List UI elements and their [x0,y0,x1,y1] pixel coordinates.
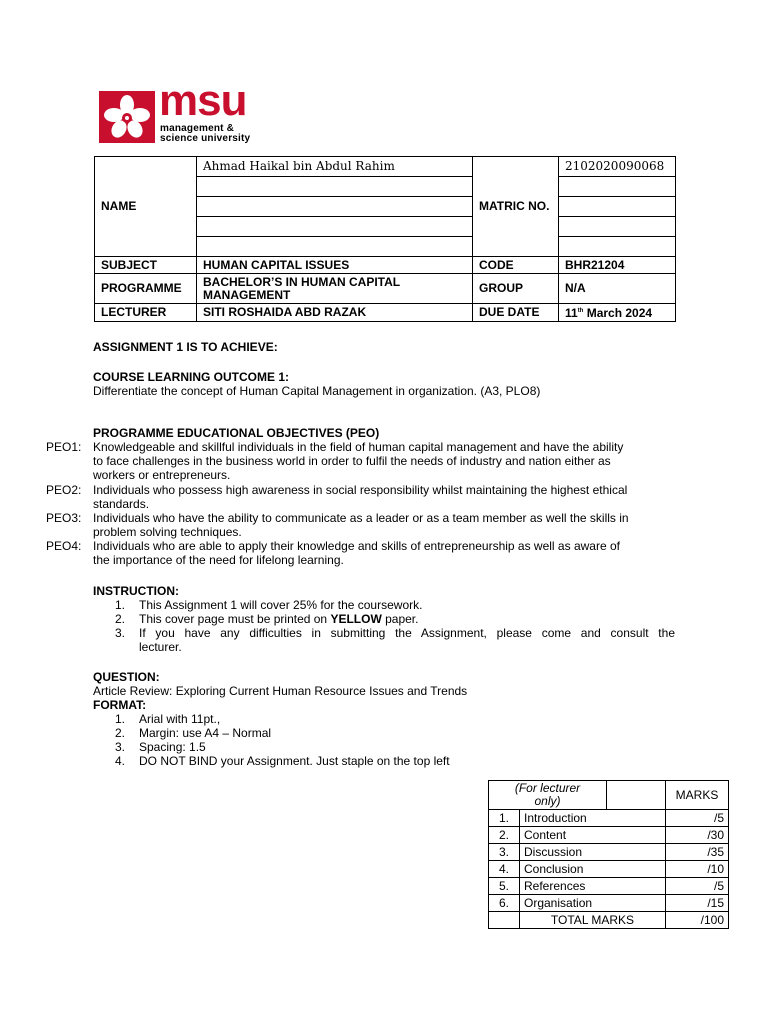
criteria-mark[interactable]: /10 [666,861,729,878]
criteria-number: 6. [489,895,520,912]
lecturer-only-note: (For lecturer only) [489,781,607,810]
matric-field-4[interactable] [559,217,676,237]
criteria-mark[interactable]: /35 [666,844,729,861]
criteria-mark[interactable]: /5 [666,810,729,827]
instruction-heading: INSTRUCTION: [93,584,179,598]
peo-text: Individuals who have the ability to communicate as a leader or as a team member as well the skills in problem solving techniques. [93,511,629,539]
criteria-name: References [520,878,666,895]
name-field-3[interactable] [197,197,473,217]
criteria-name: Introduction [520,810,666,827]
matric-field-5[interactable] [559,237,676,257]
criteria-mark[interactable]: /30 [666,827,729,844]
matric-field-3[interactable] [559,197,676,217]
matric-field-1[interactable]: 2102020090068 [559,157,676,177]
marks-table [488,780,729,929]
peo-text: Individuals who are able to apply their knowledge and skills of entrepreneurship as well as aware of the importance of the need for lifelong learning. [93,539,620,567]
lecturer-value: SITI ROSHAIDA ABD RAZAK [197,304,473,322]
subject-value: HUMAN CAPITAL ISSUES [197,257,473,274]
question-text: Article Review: Exploring Current Human Resource Issues and Trends [93,684,468,698]
programme-label: PROGRAMME [95,274,197,304]
name-field-1[interactable]: Ahmad Haikal bin Abdul Rahim [197,157,473,177]
matric-label: MATRIC NO. [473,157,559,257]
due-date-label: DUE DATE [473,304,559,322]
criteria-mark[interactable]: /5 [666,878,729,895]
peo-code: PEO4: [46,539,82,553]
format-heading: FORMAT: [93,698,147,712]
name-field-4[interactable] [197,217,473,237]
peo-text: Knowledgeable and skillful individuals in the field of human capital management and have the ability to face challenges in the business world in order to fulfil the needs of industry and nation either as workers or entrepreneurs. [93,440,624,482]
matric-field-2[interactable] [559,177,676,197]
question-heading: QUESTION: [93,670,160,684]
programme-value: BACHELOR’S IN HUMAN CAPITAL MANAGEMENT [197,274,473,304]
name-field-2[interactable] [197,177,473,197]
code-label: CODE [473,257,559,274]
criteria-number: 3. [489,844,520,861]
clo-heading: COURSE LEARNING OUTCOME 1: [93,370,290,384]
total-marks-value[interactable]: /100 [666,912,729,929]
group-value: N/A [559,274,676,304]
peo-code: PEO3: [46,511,82,525]
criteria-number: 5. [489,878,520,895]
criteria-name: Discussion [520,844,666,861]
criteria-name: Organisation [520,895,666,912]
peo-code: PEO2: [46,483,82,497]
assignment-heading: ASSIGNMENT 1 IS TO ACHIEVE: [93,340,278,354]
name-label: NAME [95,157,197,257]
code-value: BHR21204 [559,257,676,274]
criteria-number: 2. [489,827,520,844]
due-date-value: 11th March 2024 [559,304,676,322]
logo-tagline: management & science university [160,123,251,144]
peo-text: Individuals who possess high awareness in social responsibility whilst maintaining the highest ethical standards. [93,483,628,511]
msu-logo [99,76,269,144]
peo-code: PEO1: [46,440,82,454]
blank-header-cell [607,781,666,810]
blank-total-cell [489,912,520,929]
peo-heading: PROGRAMME EDUCATIONAL OBJECTIVES (PEO) [93,426,380,440]
name-field-5[interactable] [197,237,473,257]
marks-header: MARKS [666,781,729,810]
logo-wordmark: msu [159,76,247,125]
hibiscus-logo-icon [99,91,155,143]
group-label: GROUP [473,274,559,304]
criteria-number: 1. [489,810,520,827]
lecturer-label: LECTURER [95,304,197,322]
subject-label: SUBJECT [95,257,197,274]
clo-text: Differentiate the concept of Human Capital Management in organization. (A3, PLO8) [93,384,541,398]
criteria-name: Content [520,827,666,844]
total-marks-label: TOTAL MARKS [520,912,666,929]
student-info-table [94,156,676,322]
criteria-mark[interactable]: /15 [666,895,729,912]
criteria-number: 4. [489,861,520,878]
criteria-name: Conclusion [520,861,666,878]
